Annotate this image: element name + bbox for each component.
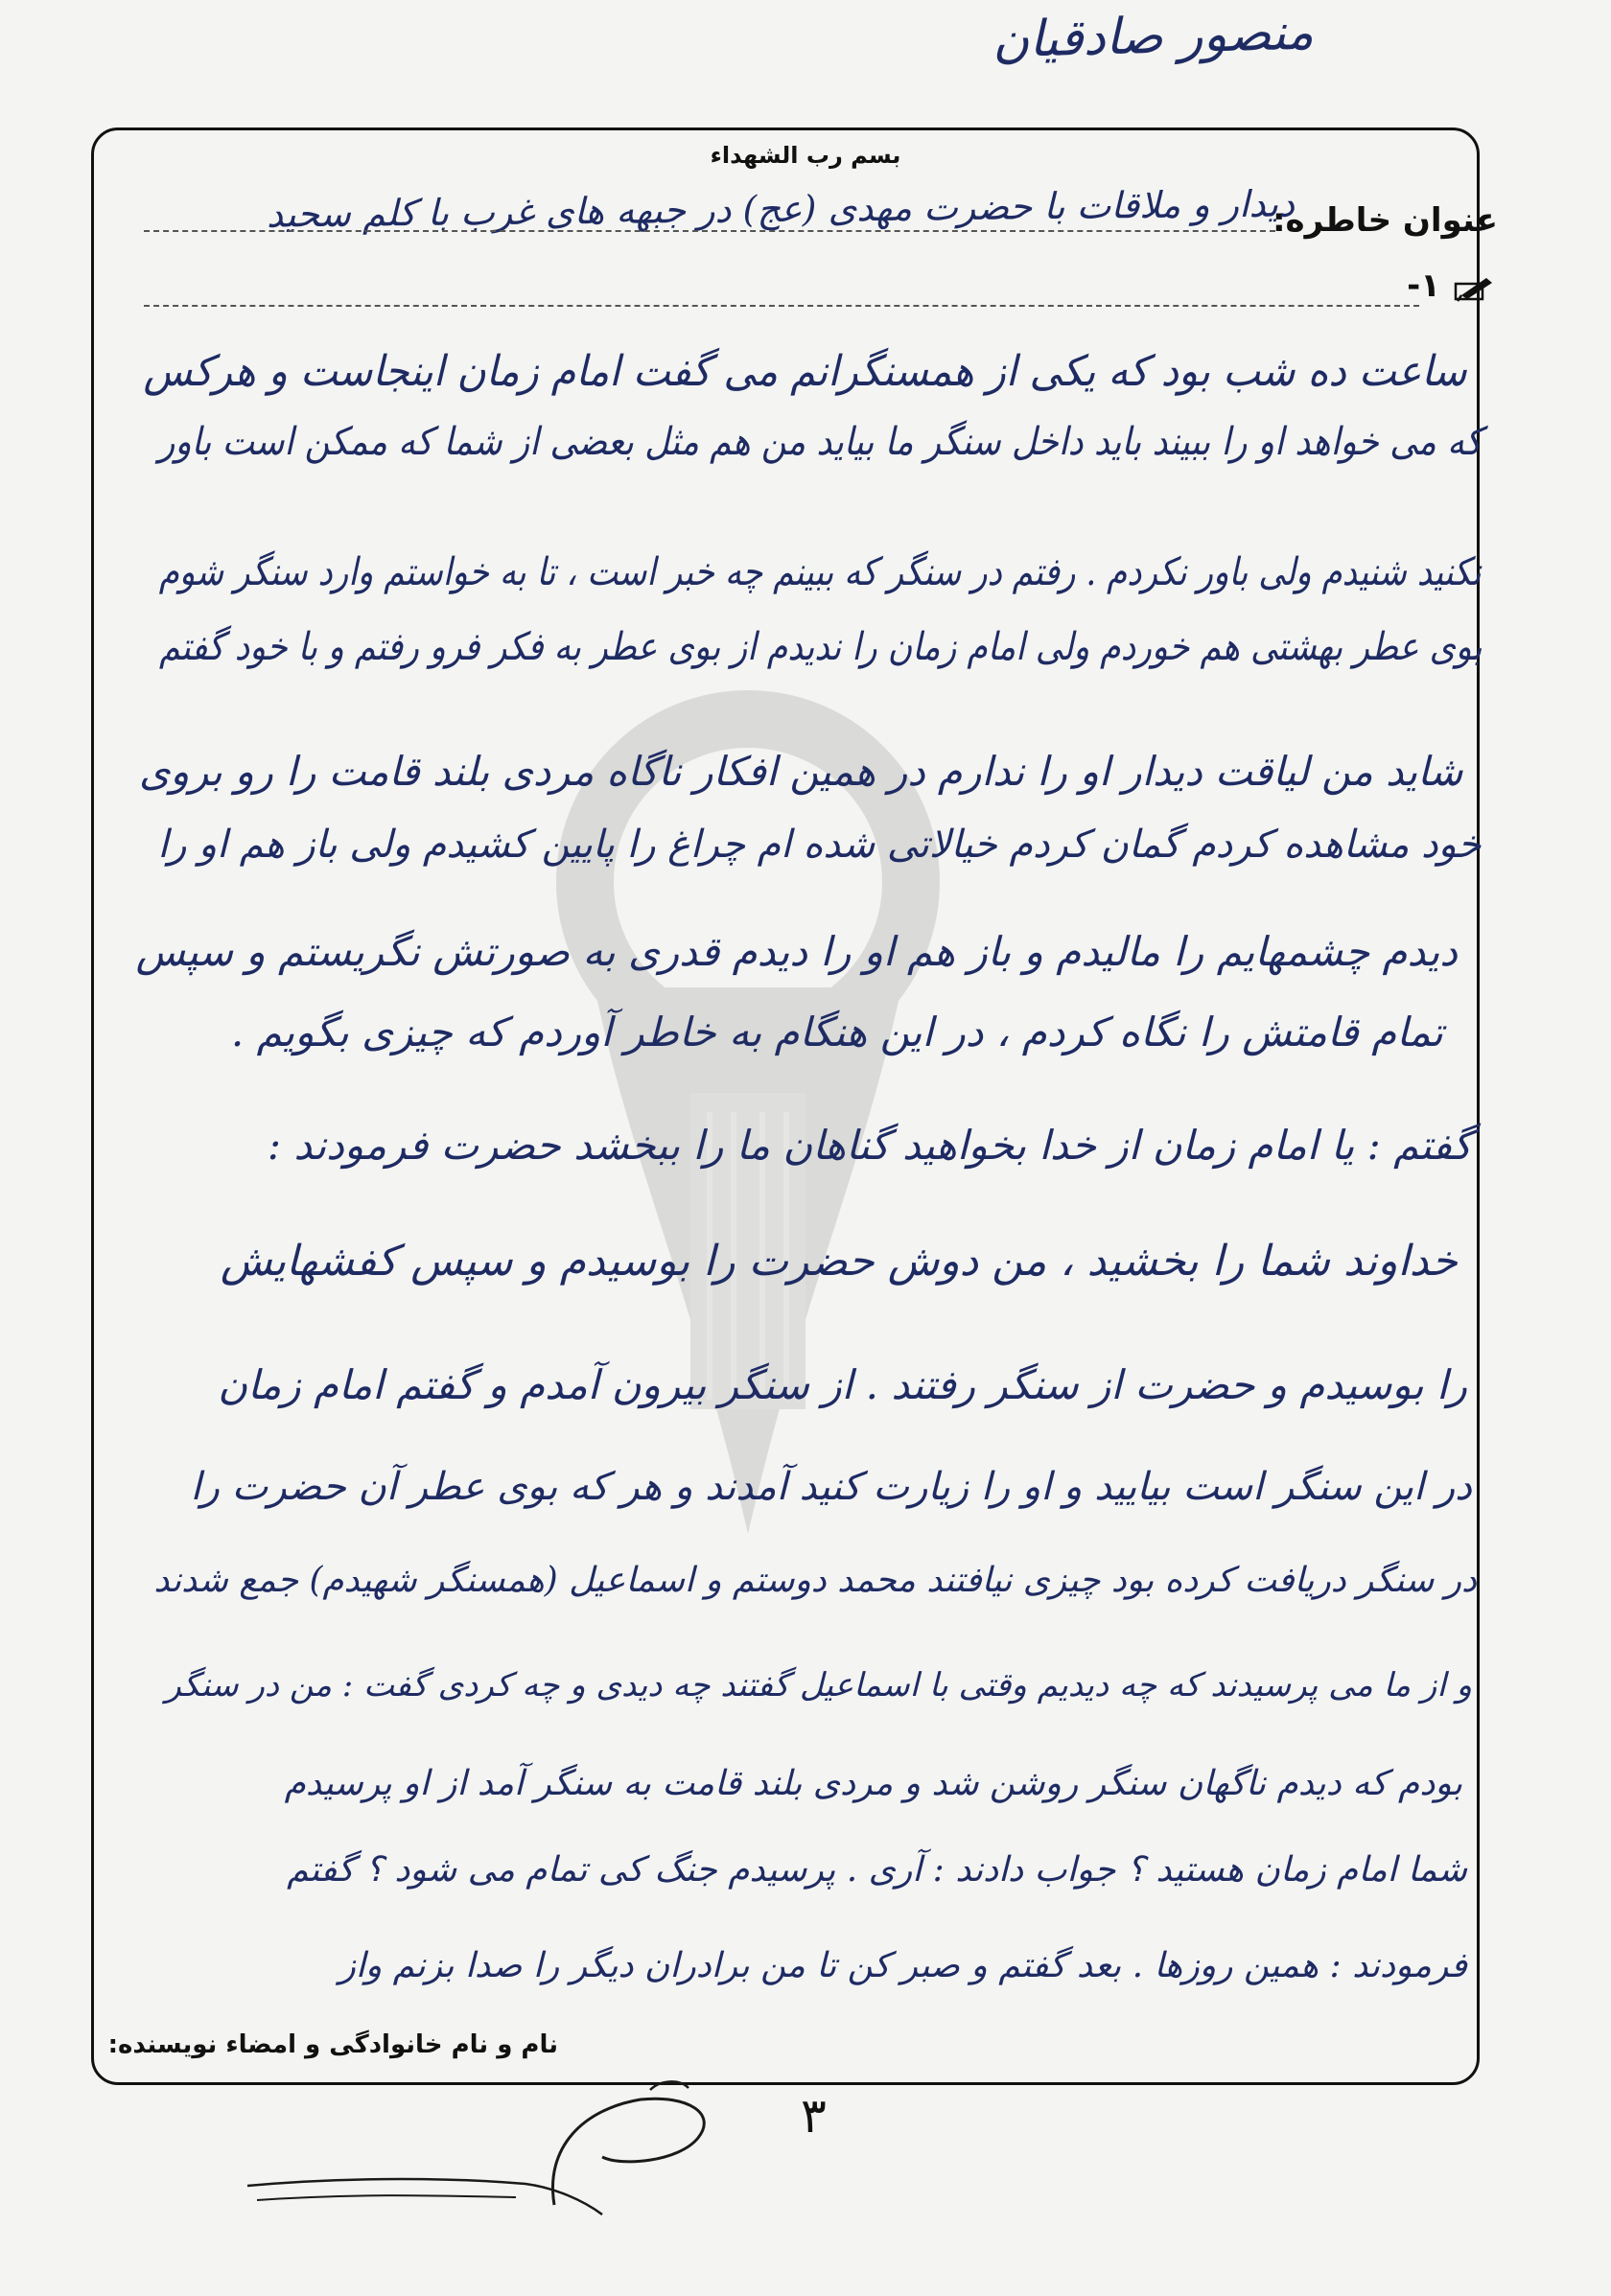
body-line: و از ما می پرسیدند که چه دیدیم وقتی با اسماعیل گفتند چه دیدی و چه کردی گفت : من در سنگر: [165, 1666, 1472, 1705]
body-line: گفتم : یا امام زمان از خدا بخواهید گناهان ما را ببخشد حضرت فرمودند :: [267, 1122, 1472, 1169]
page-number: ۳: [801, 2088, 827, 2144]
title-dotted-line: [144, 230, 1275, 232]
body-line: نکنید شنیدم ولی باور نکردم . رفتم در سنگر که ببینم چه خبر است ، تا به خواستم وارد سنگر شوم: [159, 550, 1482, 594]
handwritten-signature-icon: [238, 2071, 736, 2234]
handwritten-author-name: منصور صادقیان: [992, 3, 1315, 70]
body-line: ساعت ده شب بود که یکی از همسنگرانم می گفت امام زمان اینجاست و هرکس: [143, 347, 1467, 396]
basmala-heading: بسم رب الشهداء: [710, 142, 901, 169]
body-line: در سنگر دریافت کرده بود چیزی نیافتند محمد دوستم و اسماعیل (همسنگر شهیدم) جمع شدند: [153, 1561, 1477, 1600]
title-label: عنوان خاطره:: [1272, 201, 1498, 240]
signature-label: نام و نام خانوادگی و امضاء نویسنده:: [107, 2030, 558, 2059]
pen-writing-icon: [1454, 274, 1498, 303]
body-line: در این سنگر است بیایید و او را زیارت کنید آمدند و هر که بوی عطر آن حضرت را: [190, 1465, 1472, 1509]
body-line: فرمودند : همین روزها . بعد گفتم و صبر کن تا من برادران دیگر را صدا بزنم واز: [339, 1946, 1467, 1985]
line-number-label: ۱-: [1407, 267, 1440, 305]
first-dotted-line: [144, 305, 1419, 307]
body-line: شاید من لیاقت دیدار او را ندارم در همین افکار ناگاه مردی بلند قامت را رو بروی: [138, 748, 1462, 795]
body-line: خداوند شما را بخشید ، من دوش حضرت را بوسیدم و سپس کفشهایش: [220, 1237, 1458, 1286]
body-line: شما امام زمان هستید ؟ جواب دادند : آری . پرسیدم جنگ کی تمام می شود ؟ گفتم: [287, 1850, 1467, 1890]
body-line: دیدم چشمهایم را مالیدم و باز هم او را دیدم قدری به صورتش نگریستم و سپس: [135, 928, 1458, 975]
body-line: بوی عطر بهشتی هم خوردم ولی امام زمان را ندیدم از بوی عطر به فکر فرو رفتم و با خود گفتم: [158, 625, 1482, 669]
body-line: خود مشاهده کردم گمان کردم خیالاتی شده ام چراغ را پایین کشیدم ولی باز هم او را: [157, 823, 1482, 867]
body-line: که می خواهد او را ببیند باید داخل سنگر ما بیاید من هم مثل بعضی از شما که ممکن است باور: [158, 420, 1482, 464]
body-line: را بوسیدم و حضرت از سنگر رفتند . از سنگر بیرون آمدم و گفتم امام زمان: [218, 1361, 1467, 1408]
body-line: تمام قامتش را نگاه کردم ، در این هنگام به خاطر آوردم که چیزی بگویم .: [230, 1009, 1443, 1055]
body-line: بودم که دیدم ناگهان سنگر روشن شد و مردی بلند قامت به سنگر آمد از او پرسیدم: [284, 1764, 1462, 1803]
title-value: دیدار و ملاقات با حضرت مهدی (عج) در جبهه های غرب با کلم سحید: [266, 182, 1296, 236]
